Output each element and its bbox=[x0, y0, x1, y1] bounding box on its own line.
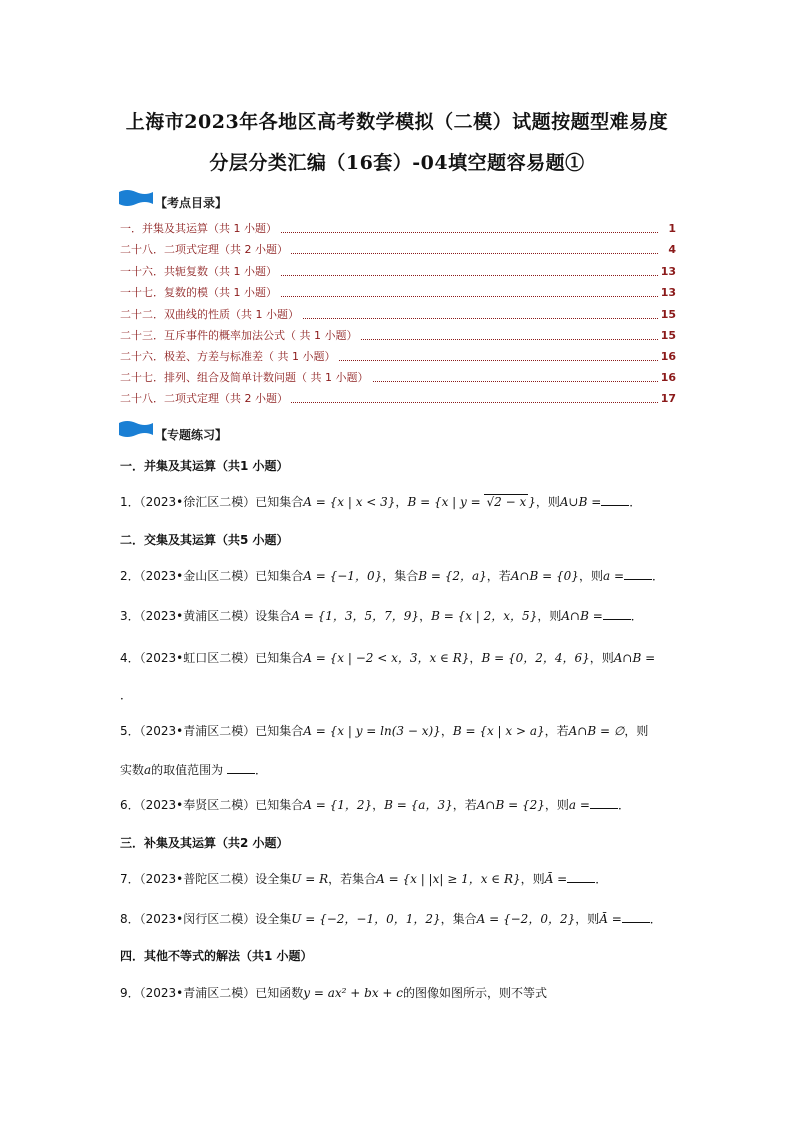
answer-blank[interactable] bbox=[227, 762, 255, 774]
answer-blank[interactable] bbox=[603, 608, 631, 620]
answer-blank[interactable] bbox=[624, 568, 652, 580]
toc-row[interactable]: 二十八．二项式定理（共 2 小题） 17 bbox=[120, 392, 676, 405]
topic-heading: 三．补集及其运算（共2 小题） bbox=[120, 836, 289, 850]
toc-row[interactable]: 一十七．复数的模（共 1 小题） 13 bbox=[120, 286, 676, 299]
question-2: 2．（2023•金山区二模）已知集合A = {−1，0}，集合B = {2，a}，若A∩B = {0}，则a = ． bbox=[120, 569, 665, 583]
toc-row[interactable]: 二十二．双曲线的性质（共 1 小题） 15 bbox=[120, 308, 676, 321]
question-9: 9．（2023•青浦区二模）已知函数y = ax² + bx + c的图像如图所示，则不等式 bbox=[120, 986, 548, 1000]
topic-heading: 四．其他不等式的解法（共1 小题） bbox=[120, 949, 313, 963]
practice-heading: 【专题练习】 bbox=[155, 428, 228, 442]
toc-row[interactable]: 二十七．排列、组合及简单计数问题（ 共 1 小题） 16 bbox=[120, 371, 676, 384]
document-title-line-1: 上海市2023年各地区高考数学模拟（二模）试题按题型难易度 bbox=[125, 111, 669, 133]
topic-heading: 一．并集及其运算（共1 小题） bbox=[120, 459, 289, 473]
answer-blank[interactable] bbox=[590, 797, 618, 809]
toc-row[interactable]: 二十八．二项式定理（共 2 小题） 4 bbox=[120, 243, 676, 256]
question-5-line-2: 实数a的取值范围为 ． bbox=[120, 763, 268, 777]
toc-row[interactable]: 一十六．共轭复数（共 1 小题） 13 bbox=[120, 265, 676, 278]
answer-blank[interactable] bbox=[622, 911, 650, 923]
flag-icon bbox=[119, 188, 153, 208]
question-4-end: ． bbox=[120, 688, 133, 702]
flag-icon bbox=[119, 419, 153, 439]
question-4: 4．（2023•虹口区二模）已知集合A = {x | −2 < x，3，x ∈ R}，B = {0，2，4，6}，则A∩B = bbox=[120, 651, 656, 665]
topic-heading: 二．交集及其运算（共5 小题） bbox=[120, 533, 289, 547]
question-5: 5．（2023•青浦区二模）已知集合A = {x | y = ln(3 − x)}，B = {x | x > a}，若A∩B = ∅，则 bbox=[120, 724, 649, 738]
toc-row[interactable]: 一．并集及其运算（共 1 小题） 1 bbox=[120, 222, 676, 235]
question-7: 7．（2023•普陀区二模）设全集U = R，若集合A = {x | |x| ≥ 1，x ∈ R}，则Ā = ． bbox=[120, 872, 608, 886]
document-title-line-2: 分层分类汇编（16套）-04填空题容易题① bbox=[209, 152, 585, 174]
toc-row[interactable]: 二十三．互斥事件的概率加法公式（ 共 1 小题） 15 bbox=[120, 329, 676, 342]
question-6: 6．（2023•奉贤区二模）已知集合A = {1，2}，B = {a，3}，若A∩B = {2}，则a = ． bbox=[120, 798, 630, 812]
toc-heading: 【考点目录】 bbox=[155, 196, 228, 210]
question-1: 1．（2023•徐汇区二模）已知集合A = {x | x < 3}，B = {x | y = √2 − x }，则A∪B = ． bbox=[120, 495, 642, 509]
answer-blank[interactable] bbox=[601, 494, 629, 506]
answer-blank[interactable] bbox=[567, 871, 595, 883]
question-8: 8．（2023•闵行区二模）设全集U = {−2，−1，0，1，2}，集合A = {−2，0，2}，则Ā = ． bbox=[120, 912, 662, 926]
toc-row[interactable]: 二十六．极差、方差与标准差（ 共 1 小题） 16 bbox=[120, 350, 676, 363]
question-3: 3．（2023•黄浦区二模）设集合A = {1，3，5，7，9}，B = {x | 2，x，5}，则A∩B = ． bbox=[120, 609, 643, 623]
